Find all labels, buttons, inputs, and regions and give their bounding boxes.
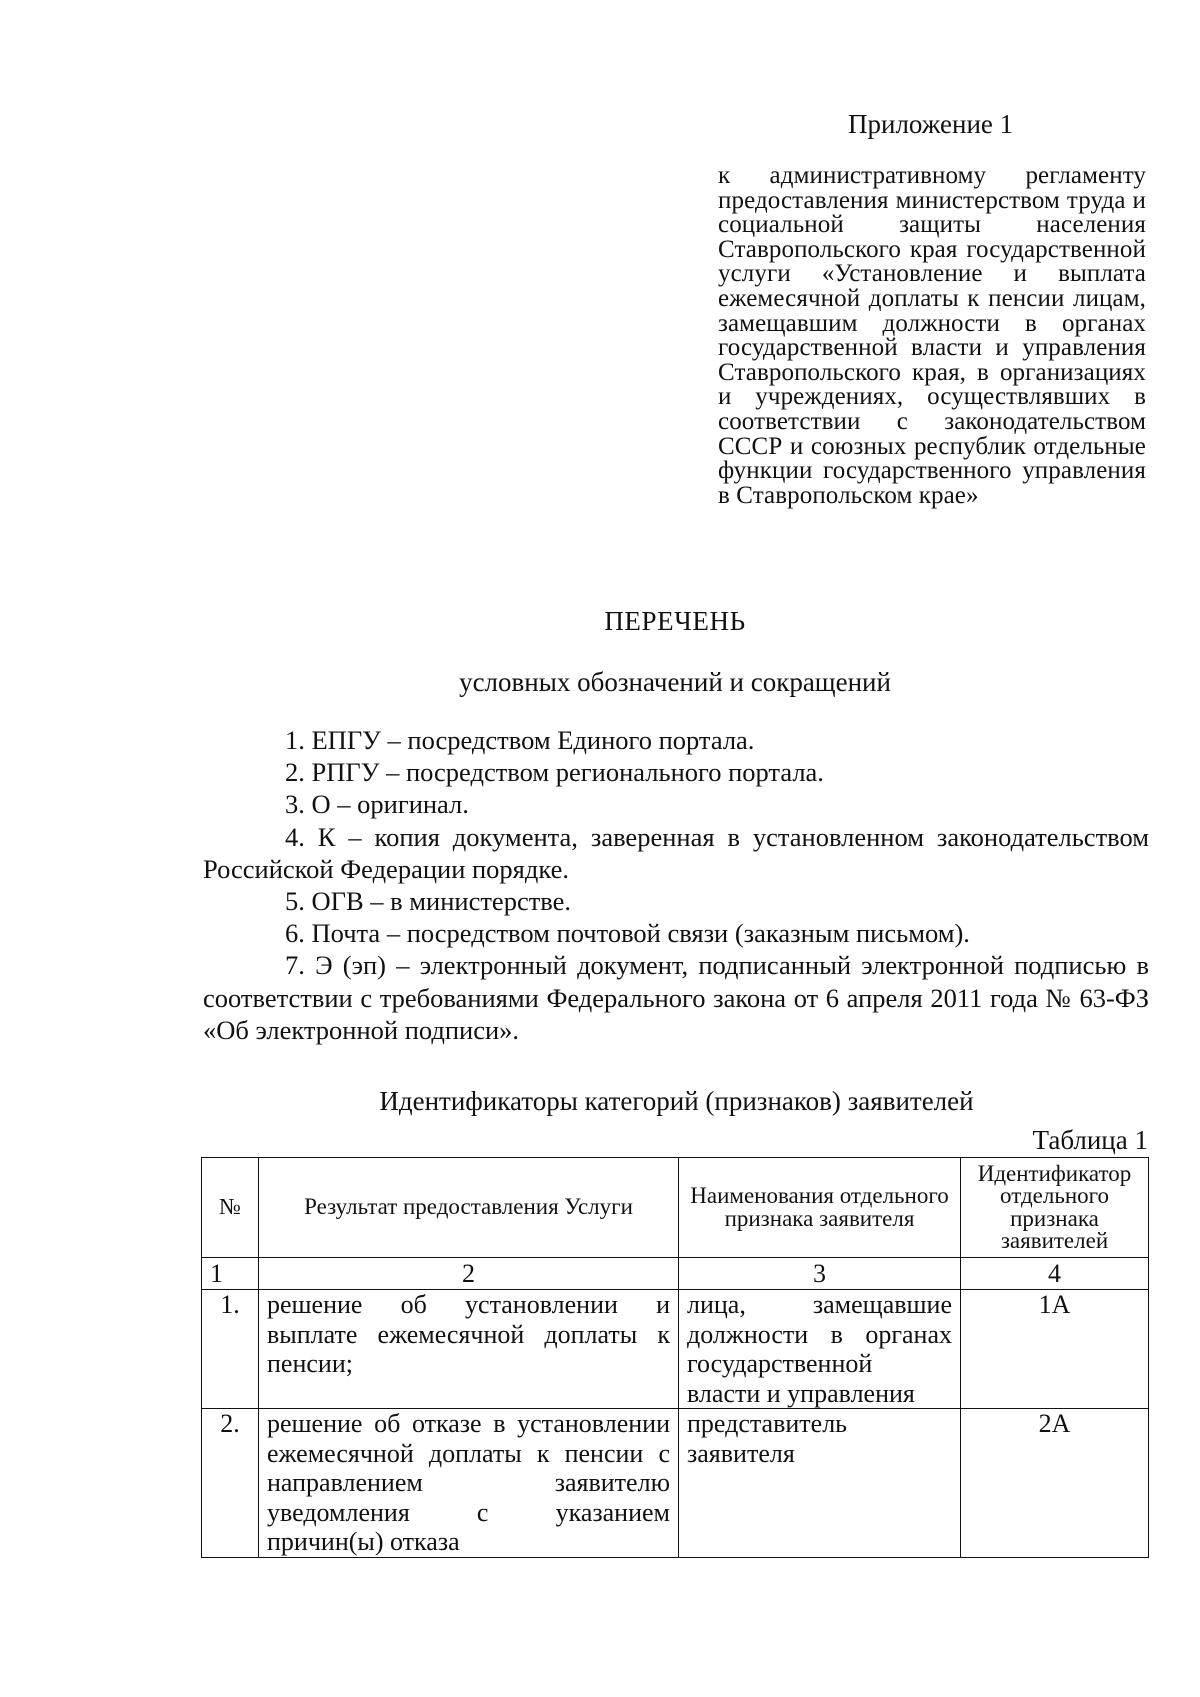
row-number: 2.	[202, 1409, 259, 1558]
list-item: 4. К – копия документа, заверенная в установленном законодательством Российской Федерации порядке.	[203, 821, 1149, 884]
list-item: 7. Э (эп) – электронный документ, подписанный электронной подписью в соответствии с требованиями Федерального закона от 6 апреля 2011 года № 63-ФЗ «Об электронной подписи».	[203, 950, 1149, 1045]
feature-cell: представитель заявителя	[679, 1409, 961, 1558]
identifier-cell: 2А	[961, 1409, 1149, 1558]
table-header-row	[202, 1158, 1149, 1258]
list-item: 5. ОГВ – в министерстве.	[285, 886, 572, 917]
appendix-text: к административному регламенту предоставления министерством труда и социальной защиты населения Ставропольского края государственной услуги «Установление и выплата ежемесячной доплаты к пенсии лицам, замещавшим должности в органах государственной власти и управления Ставропольского края, в организациях и учреждениях, осуществлявших в соответствии с законодательством СССР и союзных республик отдельные функции государственного управления в Ставропольском крае»	[718, 162, 1146, 509]
appendix-title: Приложение 1	[848, 109, 1014, 139]
header-feature: Наименования отдельного признака заявителя	[679, 1158, 961, 1258]
table-row	[202, 1409, 1149, 1558]
header-identifier: Идентификатор отдельного признака заявителей	[961, 1158, 1149, 1258]
list-item: 6. Почта – посредством почтовой связи (заказным письмом).	[285, 918, 970, 949]
table-caption: Таблица 1	[1032, 1125, 1148, 1155]
header-result: Результат предоставления Услуги	[259, 1158, 679, 1258]
identifiers-table	[201, 1157, 1149, 1558]
column-number: 3	[679, 1258, 961, 1290]
table-title: Идентификаторы категорий (признаков) заявителей	[379, 1086, 974, 1116]
column-number: 4	[961, 1258, 1149, 1290]
result-cell: решение об отказе в установлении ежемесячной доплаты к пенсии с направлением заявителю уведомления с указанием причин(ы) отказа	[259, 1409, 679, 1558]
header-number: №	[202, 1158, 259, 1258]
row-number: 1.	[202, 1290, 259, 1409]
list-item: 1. ЕПГУ – посредством Единого портала.	[285, 725, 755, 755]
document-heading: ПЕРЕЧЕНЬ	[604, 606, 746, 636]
identifier-cell: 1А	[961, 1290, 1149, 1409]
column-number: 2	[259, 1258, 679, 1290]
column-number-row	[202, 1258, 1149, 1290]
column-number: 1	[202, 1258, 259, 1290]
feature-cell: лица, замещавшие должности в органах государственной власти и управления	[679, 1290, 961, 1409]
list-item: 3. О – оригинал.	[285, 789, 469, 820]
result-cell: решение об установлении и выплате ежемесячной доплаты к пенсии;	[259, 1290, 679, 1409]
list-item: 2. РПГУ – посредством регионального портала.	[285, 757, 824, 788]
abbreviations-list	[203, 724, 1149, 1046]
table-row	[202, 1290, 1149, 1409]
document-subheading: условных обозначений и сокращений	[459, 667, 891, 697]
